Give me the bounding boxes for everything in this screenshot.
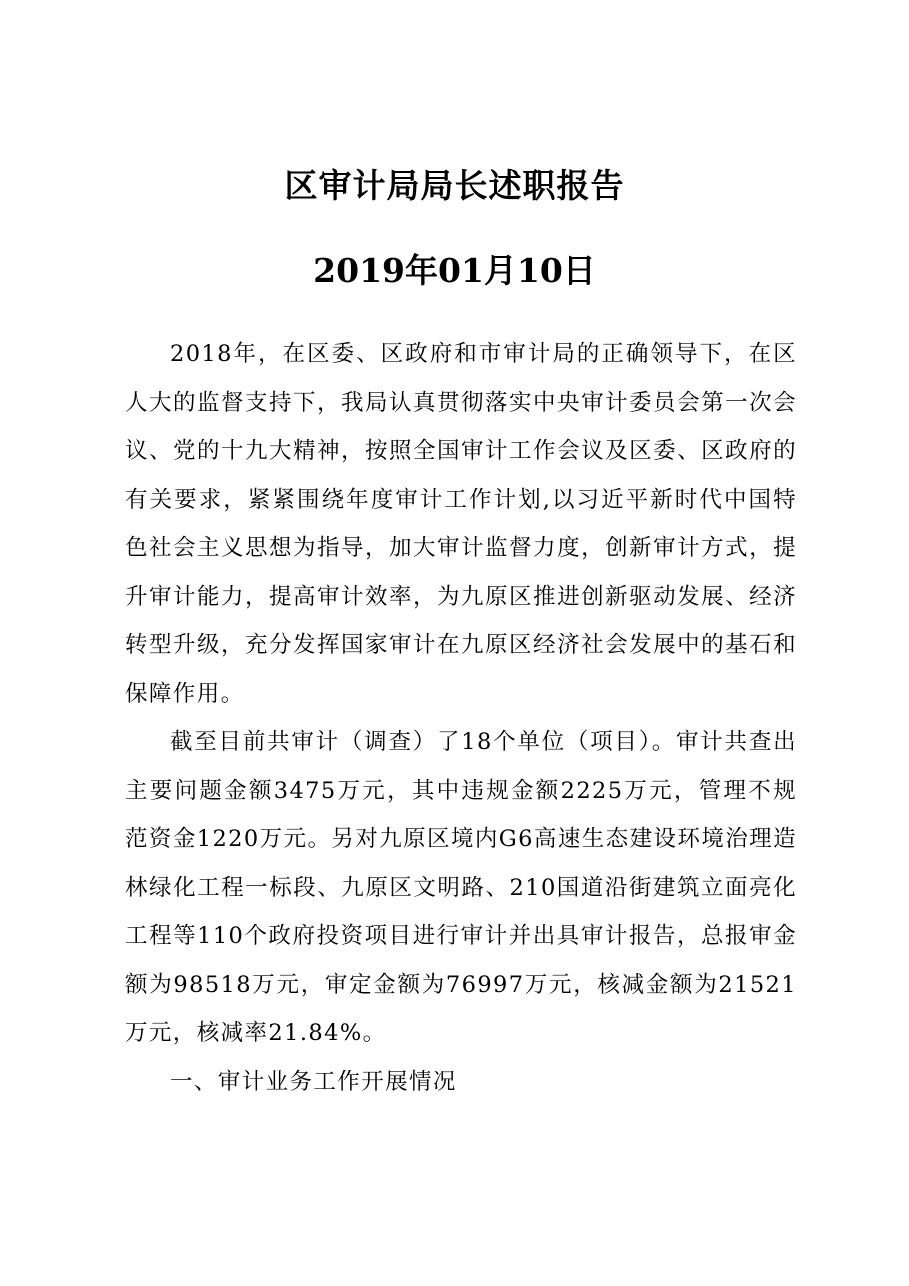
document-date: 2019年01月10日 — [313, 251, 596, 290]
paragraph-audit-summary: 截至目前共审计（调查）了18个单位（项目）。审计共查出主要问题金额3475万元，其中违规金额2225万元，管理不规范资金1220万元。另对九原区境内G6高速生态建设环境治理造林绿化工程一标段、九原区文明路、210国道沿街建筑立面亮化工程等110个政府投资项目进行审计并出具审计报告，总报审金额为98518万元，审定金额为76997万元，核减金额为21521万元，核减率21.84%。 — [125, 729, 797, 1046]
document-title: 区审计局局长述职报告 — [284, 166, 625, 205]
document-body — [125, 330, 797, 1106]
section-heading: 一、审计业务工作开展情况 — [170, 1068, 457, 1095]
paragraph-intro: 2018年，在区委、区政府和市审计局的正确领导下，在区人大的监督支持下，我局认真贯彻落实中央审计委员会第一次会议、党的十九大精神，按照全国审计工作会议及区委、区政府的有关要求，紧紧围绕年度审计工作计划,以习近平新时代中国特色社会主义思想为指导，加大审计监督力度，创新审计方式，提升审计能力，提高审计效率，为九原区推进创新驱动发展、经济转型升级，充分发挥国家审计在九原区经济社会发展中的基石和保障作用。 — [125, 341, 797, 707]
